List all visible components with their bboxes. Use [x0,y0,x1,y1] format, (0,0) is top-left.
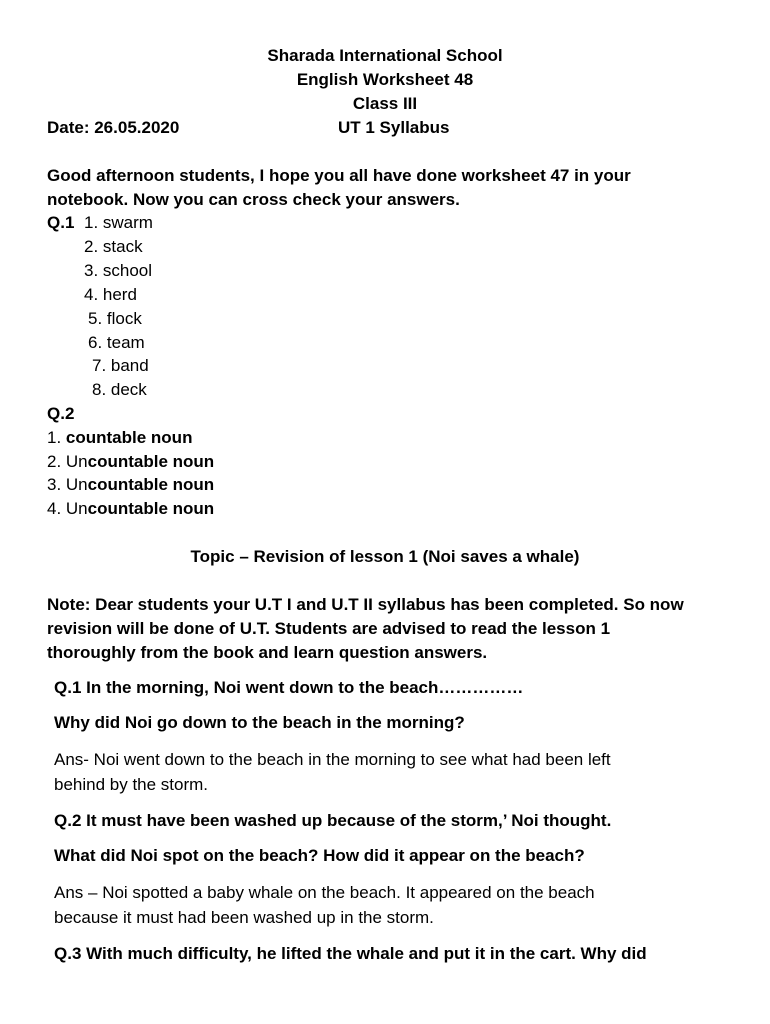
note-line-1: Note: Dear students your U.T I and U.T II syllabus has been completed. So now [47,595,684,614]
q2-answer-line-1: Ans – Noi spotted a baby whale on the beach. It appeared on the beach [54,883,595,902]
q1-answer-line-1: Ans- Noi went down to the beach in the morning to see what had been left [54,750,611,769]
q1-answer-item: 6. team [88,333,145,352]
date-label: Date: 26.05.2020 [47,118,180,137]
class-label: Class III [352,94,418,113]
intro-line-2: notebook. Now you can cross check your answers. [47,190,460,209]
q2-answer-item: 1. countable noun [47,428,193,447]
q1-answer-item: 4. herd [84,285,137,304]
q2-answer-item: 2. Uncountable noun [47,452,215,471]
q2-answer-item: 3. Uncountable noun [47,475,215,494]
q2-answer-item: 4. Uncountable noun [47,499,215,518]
q1-extract: Q.1 In the morning, Noi went down to the beach…………… [54,678,524,697]
q1-answer-item: 3. school [84,261,153,280]
q2-extract: Q.2 It must have been washed up because of the storm,’ Noi thought. [54,811,612,830]
q1-answer-item: 8. deck [92,380,147,399]
q1-answer-item: 5. flock [88,309,142,328]
topic-heading: Topic – Revision of lesson 1 (Noi saves a whale) [190,547,580,566]
syllabus-label: UT 1 Syllabus [338,118,450,137]
q1-answer-item: 1. swarm [84,213,153,232]
q2-answer-line-2: because it must had been washed up in the storm. [54,908,434,927]
note-line-3: thoroughly from the book and learn question answers. [47,643,488,662]
note-line-2: revision will be done of U.T. Students are advised to read the lesson 1 [47,619,611,638]
q2-answers-label: Q.2 [47,404,75,423]
q1-answer-item: 2. stack [84,237,143,256]
worksheet-title: English Worksheet 48 [296,70,474,89]
q1-answer-line-2: behind by the storm. [54,775,209,794]
q1-question: Why did Noi go down to the beach in the morning? [54,713,465,732]
q1-answer-item: 7. band [92,356,149,375]
q1-answers-label: Q.1 [47,213,75,232]
intro-line-1: Good afternoon students, I hope you all have done worksheet 47 in your [47,166,631,185]
q3-extract: Q.3 With much difficulty, he lifted the whale and put it in the cart. Why did [54,944,647,963]
q2-question: What did Noi spot on the beach? How did it appear on the beach? [54,846,585,865]
school-name: Sharada International School [267,46,503,65]
